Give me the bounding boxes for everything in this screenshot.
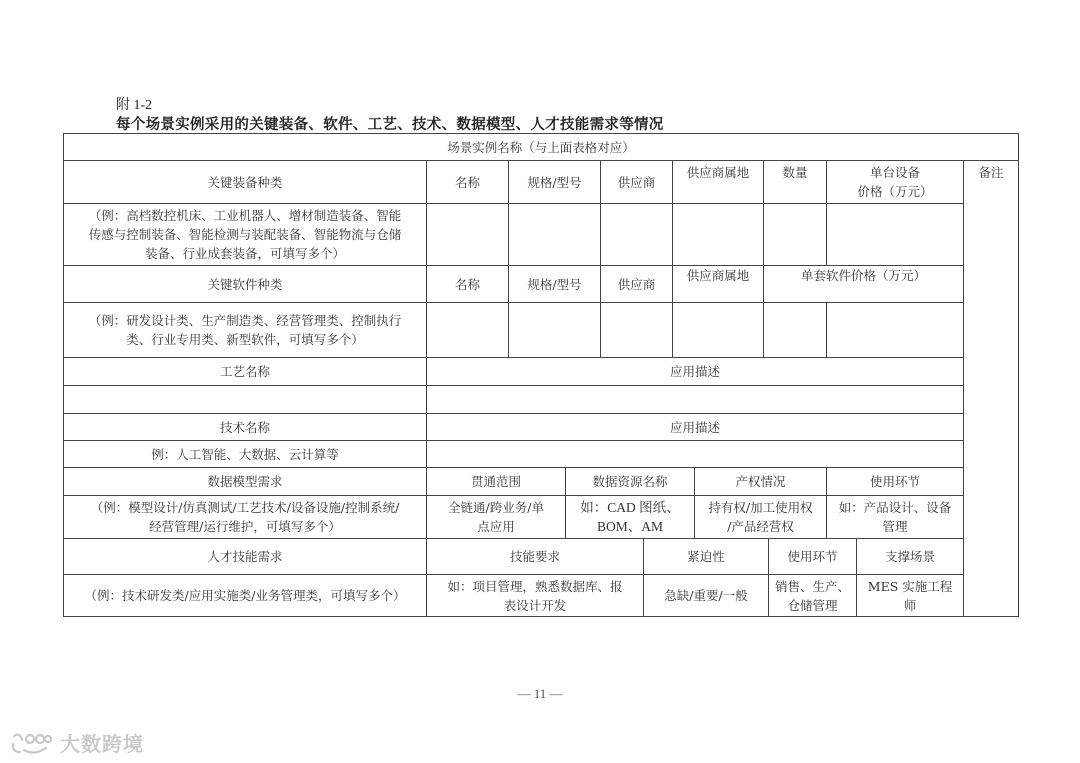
talent-skill-line1: 如：项目管理，熟悉数据库、报: [447, 578, 623, 594]
page-number: — 11 —: [517, 686, 563, 701]
data-source-value: [566, 496, 694, 538]
software-col-spec: 规格/型号: [527, 276, 582, 292]
remark-col: 备注: [978, 165, 1004, 180]
data-usage-value: [827, 496, 963, 538]
talent-skill-line2: 表设计开发: [503, 597, 567, 613]
talent-col-usage: 使用环节: [787, 549, 838, 564]
data-property-line2: /产品经营权: [727, 519, 794, 534]
equip-col-supplier: 供应商: [617, 174, 656, 190]
software-example: [64, 303, 426, 357]
data-col-source: 数据资源名称: [592, 474, 668, 489]
software-example-line1: （例：研发设计类、生产制造类、经营管理类、控制执行: [88, 313, 402, 328]
software-col-name: 名称: [454, 276, 480, 292]
scene-name-header: 场景实例名称（与上面表格对应）: [447, 139, 635, 155]
equip-example-line1: （例：高档数控机床、工业机器人、增材制造装备、智能: [88, 208, 402, 223]
data-scope-value: [427, 496, 565, 538]
talent-usage-line1: 销售、生产、: [774, 578, 850, 594]
equip-col-price-line1: 单台设备: [869, 165, 920, 180]
equip-example-line2: 传感与控制装备、智能检测与装配装备、智能物流与仓储: [88, 227, 402, 242]
tech-example: 例：人工智能、大数据、云计算等: [151, 446, 339, 462]
data-scope-line1: 全链通/跨业务/单: [448, 500, 544, 515]
talent-scene-line2: 师: [903, 597, 917, 613]
equip-col-location: 供应商属地: [686, 165, 750, 180]
data-col-property: 产权情况: [735, 474, 786, 489]
data-property-value: [695, 496, 826, 538]
watermark-logo-icon: [10, 730, 54, 756]
software-col-price: 单套软件价格（万元）: [800, 268, 926, 283]
data-col-scope: 贯通范围: [470, 474, 521, 489]
data-source-line2: BOM、AM: [596, 519, 663, 534]
watermark-text: 大数跨境: [60, 732, 144, 756]
data-property-line1: 持有权/加工使用权: [708, 500, 813, 515]
appendix-label: 附 1-2: [116, 98, 153, 113]
data-scope-line2: 点应用: [477, 519, 515, 534]
data-model-example-line2: 经营管理/运行维护，可填写多个）: [149, 519, 341, 534]
talent-urgency-value: 急缺/重要/一般: [664, 588, 748, 603]
software-type-label: 关键软件种类: [207, 276, 283, 292]
equip-example-line3: 装备、行业成套装备，可填写多个）: [144, 246, 345, 261]
software-col-location: 供应商属地: [686, 268, 750, 283]
equip-type-label: 关键装备种类: [207, 174, 283, 190]
data-model-label: 数据模型需求: [207, 474, 283, 489]
data-source-line1: 如：CAD 图纸、: [580, 500, 680, 515]
equip-col-name: 名称: [454, 174, 480, 190]
talent-scene-value: [857, 575, 963, 616]
software-example-line2: 类、行业专用类、新型软件，可填写多个）: [126, 332, 364, 347]
software-col-supplier: 供应商: [617, 276, 656, 292]
equip-col-price-line2: 价格（万元）: [857, 184, 933, 199]
data-usage-line2: 管理: [882, 519, 908, 534]
talent-col-scene: 支撑场景: [884, 549, 935, 564]
talent-scene-line1: MES 实施工程: [867, 578, 953, 594]
watermark: [10, 728, 144, 757]
equip-example: [64, 204, 426, 265]
talent-usage-line2: 仓储管理: [787, 597, 838, 613]
talent-usage-value: [769, 575, 856, 616]
talent-skill-value: [427, 575, 643, 616]
equip-col-price: [827, 161, 963, 203]
talent-example: （例：技术研发类/应用实施类/业务管理类，可填写多个）: [84, 588, 406, 603]
process-desc-label: 应用描述: [669, 364, 720, 379]
tech-desc-label: 应用描述: [669, 419, 720, 435]
process-name-label: 工艺名称: [219, 364, 270, 379]
data-model-example: [64, 496, 426, 538]
data-col-usage: 使用环节: [869, 474, 920, 489]
equip-col-qty: 数量: [782, 165, 808, 180]
talent-label: 人才技能需求: [207, 549, 283, 564]
page-title: 每个场景实例采用的关键装备、软件、工艺、技术、数据模型、人才技能需求等情况: [116, 117, 664, 133]
talent-col-skill: 技能要求: [509, 549, 560, 564]
tech-name-label: 技术名称: [219, 419, 270, 435]
data-model-example-line1: （例：模型设计/仿真测试/工艺技术/设备设施/控制系统/: [90, 500, 400, 515]
data-usage-line1: 如：产品设计、设备: [838, 500, 952, 515]
equip-col-spec: 规格/型号: [527, 174, 582, 190]
talent-col-urgency: 紧迫性: [687, 549, 725, 564]
